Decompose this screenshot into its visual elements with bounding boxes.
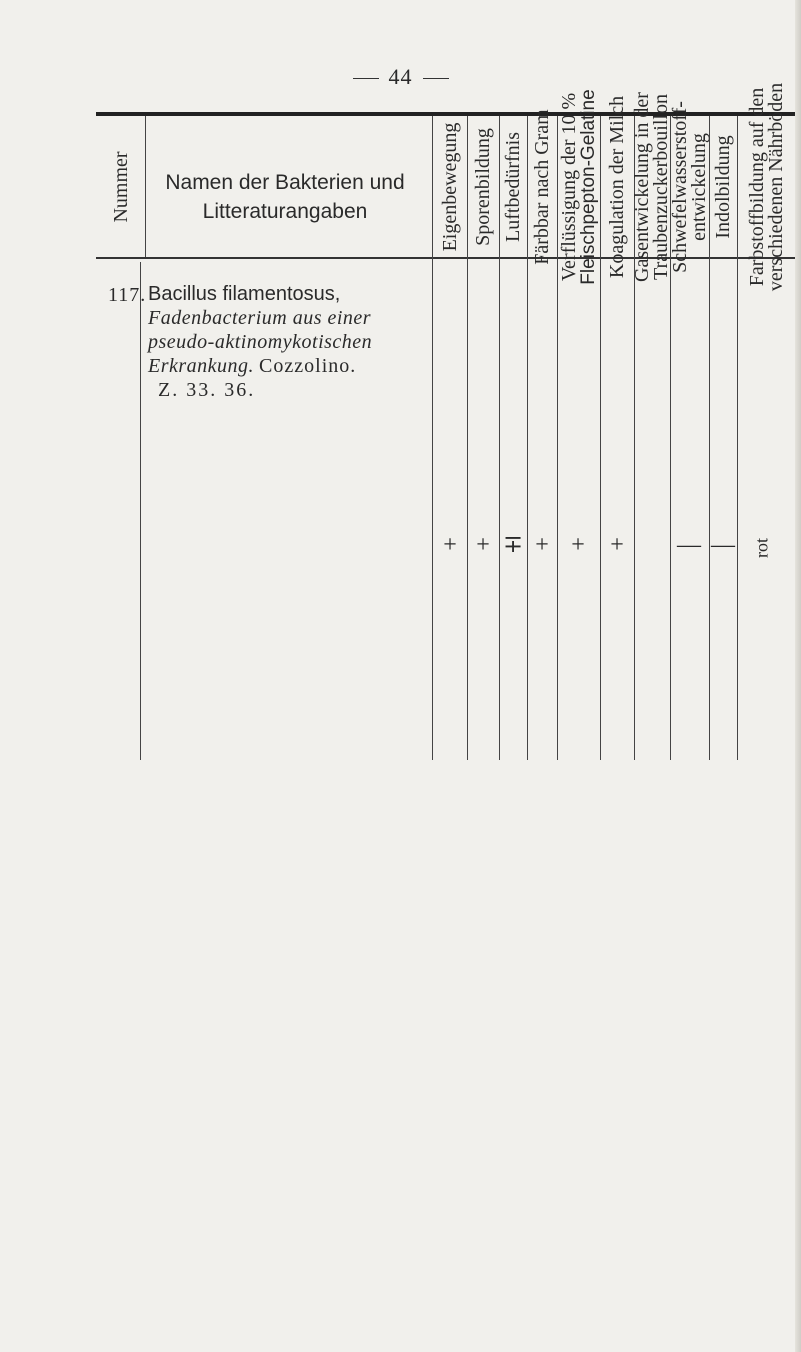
header-label: Eigenbewegung [438, 122, 461, 251]
header-label: Schwefelwasserstoff- [668, 100, 691, 273]
value-schwefelwasserstoff: — [677, 532, 701, 558]
author-name: Cozzolino. [259, 355, 357, 377]
column-divider [140, 262, 141, 760]
page-number: 44 [0, 64, 801, 90]
header-namen-line: Litteraturangaben [202, 200, 368, 223]
value-farbstoffbildung: rot [751, 538, 772, 558]
value-luftbeduerfnis: ∓ [502, 532, 524, 558]
header-label: Färbbar nach Gram [531, 108, 553, 265]
header-label: Gasentwickelung in der [631, 91, 653, 282]
header-label: entwickelung [687, 132, 710, 241]
header-gram [527, 108, 557, 265]
value-indolbildung: — [711, 532, 735, 558]
header-gelatine [557, 88, 600, 285]
header-label: Sporenbildung [472, 127, 494, 246]
header-schwefelwasserstoff [668, 100, 710, 273]
header-label: Traubenzuckerbouillon [650, 93, 672, 280]
value-gelatine: + [571, 532, 585, 558]
literature-reference: Z. 33. 36. [158, 379, 256, 401]
value-eigenbewegung: + [443, 532, 457, 558]
bacterium-entry [148, 282, 372, 402]
value-milch: + [610, 532, 624, 558]
header-label: verschiedenen Nährböden [765, 82, 787, 291]
header-sporenbildung [467, 116, 499, 257]
header-milch [600, 95, 634, 278]
header-farbstoffbildung [737, 82, 797, 291]
bacterium-name: Bacillus filamentosus, [148, 283, 341, 305]
header-namen-line: Namen der Bakterien und [165, 171, 405, 194]
header-gasentwickelung [631, 91, 672, 282]
dash-right [423, 78, 449, 79]
header-nummer-label: Nummer [109, 150, 132, 223]
header-label: Indolbildung [712, 134, 734, 239]
header-namen [150, 168, 420, 226]
value-gram: + [535, 532, 549, 558]
header-label: Farbstoffbildung auf den [746, 87, 768, 286]
bacterium-description-line: pseudo-aktinomykotischen [148, 331, 373, 353]
dash-left [353, 78, 379, 79]
header-label: Verflüssigung der 10 % [557, 92, 580, 281]
header-luftbeduerfnis [499, 116, 527, 257]
bacterium-description-line: Fadenbacterium aus einer [148, 307, 372, 329]
header-nummer [96, 116, 145, 257]
row-number: 117. [108, 284, 147, 306]
header-indolbildung [709, 116, 737, 257]
value-sporenbildung: + [476, 532, 490, 558]
column-divider [145, 116, 146, 257]
header-label: Koagulation der Milch [606, 95, 628, 278]
page-edge-shadow [795, 0, 801, 1352]
header-label: Luftbedürfnis [502, 131, 524, 242]
header-label: Fleischpepton-Gelatine [577, 88, 599, 285]
header-eigenbewegung [432, 116, 467, 257]
bacterium-description-line: Erkrankung. [148, 355, 255, 377]
